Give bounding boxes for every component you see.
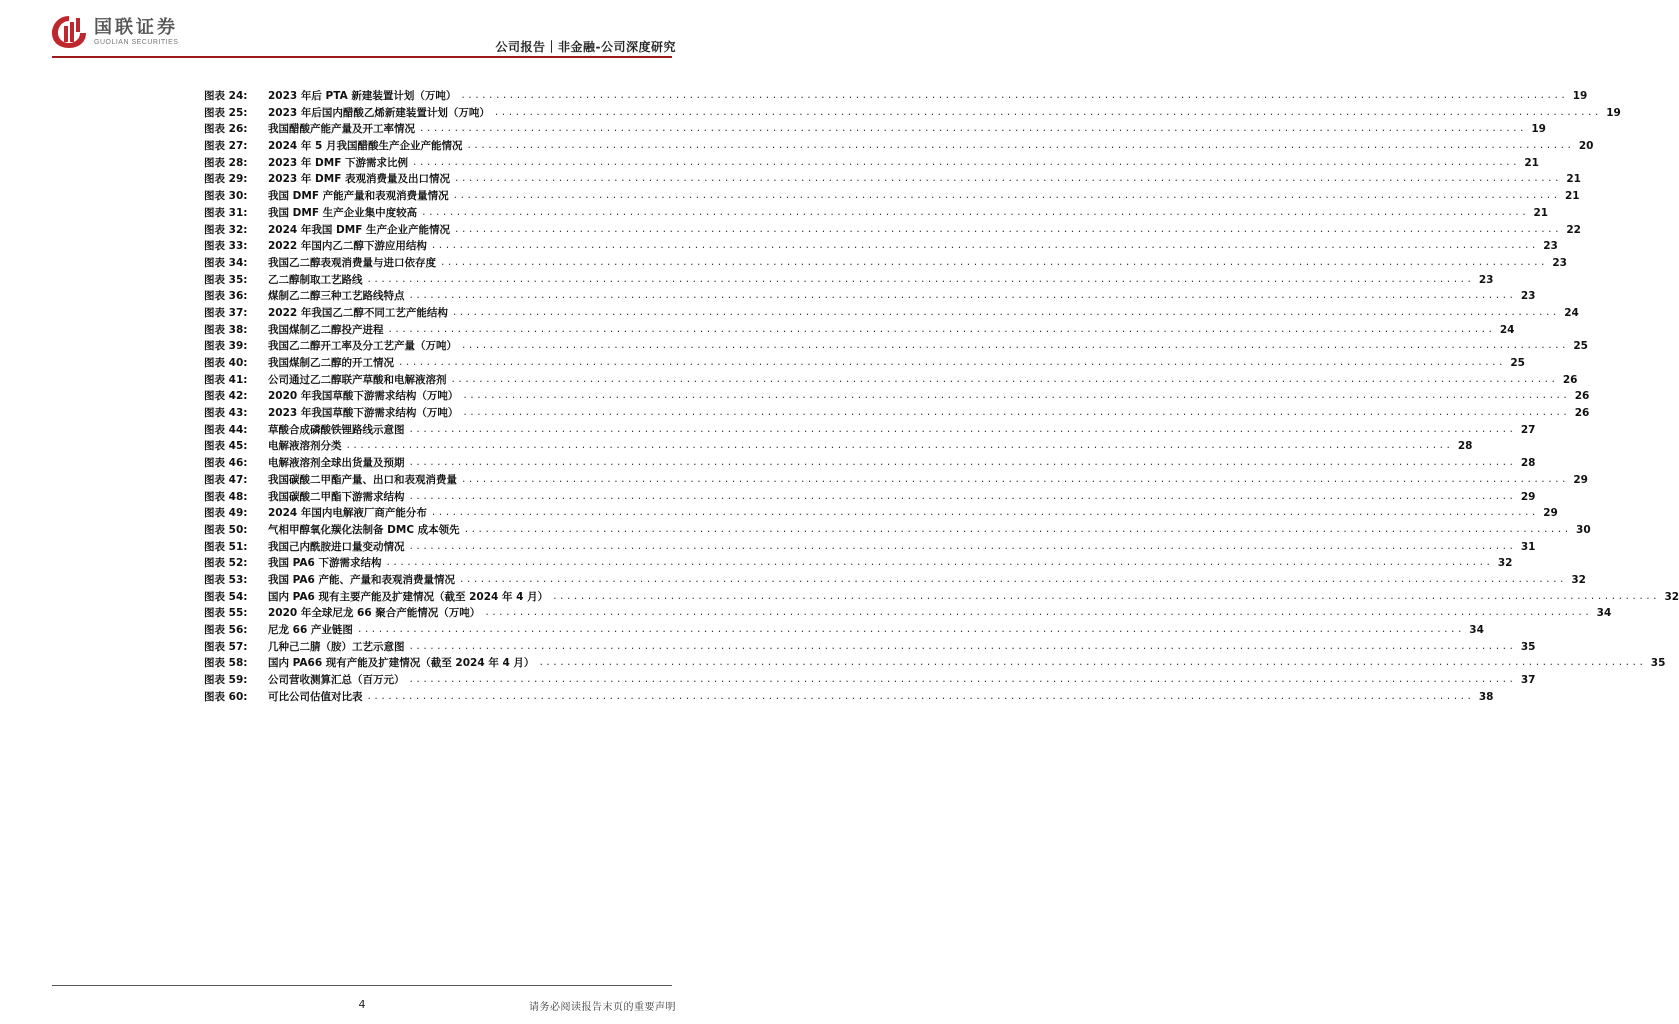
toc-leader-dots: ................................................................................................................................................................ bbox=[366, 691, 1474, 702]
toc-entry-label: 图表 24: bbox=[204, 90, 248, 102]
toc-entry[interactable] bbox=[204, 205, 1549, 222]
toc-entry-page: 26 bbox=[1562, 373, 1578, 386]
toc-entry[interactable] bbox=[204, 689, 1494, 706]
toc-entry-label: 图表 56: bbox=[204, 624, 248, 636]
toc-entry[interactable] bbox=[204, 171, 1581, 188]
toc-leader-dots: ................................................................................................................................................................ bbox=[454, 174, 1561, 185]
toc-leader-dots: ................................................................................................................................................................ bbox=[460, 91, 1568, 101]
toc-entry-label: 图表 31: bbox=[204, 206, 248, 219]
toc-entry-title: 国内 PA6 现有主要产能及扩建情况（截至 2024 年 4 月） bbox=[268, 590, 549, 603]
toc-entry-label: 图表 32: bbox=[204, 223, 248, 236]
toc-leader-dots: ................................................................................................................................................................ bbox=[440, 257, 1547, 268]
toc-leader-dots: ................................................................................................................................................................ bbox=[458, 574, 1566, 585]
toc-entry-title: 草酸合成磷酸铁锂路线示意图 bbox=[268, 423, 405, 436]
toc-entry[interactable] bbox=[204, 572, 1586, 589]
toc-leader-dots: ................................................................................................................................................................ bbox=[451, 307, 1559, 318]
toc-entry-page: 38 bbox=[1478, 690, 1494, 703]
toc-entry-title: 我国 DMF 产能产量和表观消费量情况 bbox=[268, 190, 449, 203]
toc-entry[interactable] bbox=[204, 355, 1525, 372]
toc-entry-title: 2024 年国内电解液厂商产能分布 bbox=[268, 507, 427, 520]
toc-entry-label: 图表 33: bbox=[204, 240, 248, 253]
toc-entry-page: 22 bbox=[1566, 223, 1581, 236]
toc-leader-dots: ................................................................................................................................................................ bbox=[356, 625, 1464, 635]
toc-entry[interactable] bbox=[204, 255, 1567, 272]
footer-disclaimer: 请务必阅读报告末页的重要声明 bbox=[529, 1002, 676, 1013]
logo-chinese-name: 国联证券 bbox=[94, 16, 178, 38]
toc-leader-dots: ................................................................................................................................................................ bbox=[463, 524, 1571, 535]
toc-entry-title: 2022 年我国乙二醇不同工艺产能结构 bbox=[268, 306, 448, 319]
toc-entry-label: 图表 49: bbox=[204, 507, 248, 520]
toc-entry-page: 25 bbox=[1573, 340, 1588, 353]
toc-entry-page: 26 bbox=[1574, 390, 1590, 403]
toc-entry-title: 2024 年我国 DMF 生产企业产能情况 bbox=[268, 223, 451, 236]
toc-entry-page: 34 bbox=[1469, 624, 1484, 636]
toc-entry-page: 21 bbox=[1524, 156, 1539, 169]
toc-entry[interactable] bbox=[204, 238, 1558, 255]
toc-entry-page: 29 bbox=[1543, 507, 1558, 520]
toc-entry-title: 电解液溶剂分类 bbox=[268, 440, 342, 453]
toc-leader-dots: ................................................................................................................................................................ bbox=[408, 675, 1516, 686]
toc-entry[interactable] bbox=[204, 472, 1588, 489]
toc-entry[interactable] bbox=[204, 322, 1515, 339]
toc-entry-page: 19 bbox=[1606, 106, 1621, 119]
toc-entry-title: 我国己内酰胺进口量变动情况 bbox=[268, 540, 405, 553]
toc-entry-page: 31 bbox=[1520, 540, 1536, 553]
toc-entry-title: 我国碳酸二甲酯下游需求结构 bbox=[268, 490, 405, 503]
toc-entry-page: 32 bbox=[1497, 557, 1513, 570]
toc-leader-dots: ................................................................................................................................................................ bbox=[462, 408, 1570, 419]
toc-entry-title: 2020 年全球尼龙 66 聚合产能情况（万吨） bbox=[268, 607, 481, 620]
toc-entry-page: 28 bbox=[1520, 457, 1536, 470]
toc-entry[interactable] bbox=[204, 222, 1581, 239]
toc-entry-page: 27 bbox=[1520, 423, 1536, 436]
toc-entry[interactable] bbox=[204, 505, 1558, 522]
toc-entry-page: 23 bbox=[1552, 256, 1567, 269]
toc-entry-label: 图表 34: bbox=[204, 256, 248, 269]
toc-entry-label: 图表 55: bbox=[204, 607, 248, 620]
toc-entry-page: 30 bbox=[1576, 523, 1591, 536]
toc-entry-label: 图表 39: bbox=[204, 340, 248, 353]
toc-entry-title: 煤制乙二醇三种工艺路线特点 bbox=[268, 290, 405, 303]
toc-leader-dots: ................................................................................................................................................................ bbox=[412, 157, 1519, 168]
toc-entry-label: 图表 58: bbox=[204, 657, 248, 670]
toc-entry-label: 图表 53: bbox=[204, 573, 248, 586]
toc-entry-title: 公司通过乙二醇联产草酸和电解液溶剂 bbox=[268, 373, 447, 386]
toc-leader-dots: ................................................................................................................................................................ bbox=[430, 241, 1538, 252]
toc-entry-page: 21 bbox=[1533, 206, 1549, 219]
toc-entry[interactable] bbox=[204, 455, 1536, 472]
toc-entry-label: 图表 59: bbox=[204, 674, 248, 687]
toc-entry-title: 我国 PA6 下游需求结构 bbox=[268, 557, 382, 570]
toc-leader-dots: ................................................................................................................................................................ bbox=[385, 558, 1493, 569]
toc-leader-dots: ................................................................................................................................................................ bbox=[366, 274, 1474, 285]
toc-entry-label: 图表 48: bbox=[204, 490, 248, 503]
toc-entry-page: 29 bbox=[1520, 490, 1536, 503]
toc-entry-page: 32 bbox=[1571, 573, 1586, 586]
toc-entry[interactable] bbox=[204, 88, 1588, 105]
toc-entry-label: 图表 46: bbox=[204, 457, 248, 470]
toc-entry-title: 2020 年我国草酸下游需求结构（万吨） bbox=[268, 390, 459, 403]
toc-entry-title: 气相甲醇氧化羰化法制备 DMC 成本领先 bbox=[268, 523, 460, 536]
toc-entry-page: 24 bbox=[1499, 323, 1515, 336]
toc-entry-page: 29 bbox=[1573, 473, 1588, 486]
toc-leader-dots: ................................................................................................................................................................ bbox=[387, 324, 1495, 335]
toc-entry[interactable] bbox=[204, 338, 1588, 355]
toc-entry-label: 图表 28: bbox=[204, 156, 248, 169]
toc-leader-dots: ................................................................................................................................................................ bbox=[419, 124, 1526, 135]
page-header bbox=[0, 0, 724, 60]
toc-entry-title: 国内 PA66 现有产能及扩建情况（截至 2024 年 4 月） bbox=[268, 657, 535, 670]
toc-entry-page: 32 bbox=[1664, 590, 1679, 603]
toc-entry-title: 我国煤制乙二醇的开工情况 bbox=[268, 357, 394, 369]
toc-leader-dots: ................................................................................................................................................................ bbox=[430, 508, 1538, 519]
toc-entry[interactable] bbox=[204, 272, 1494, 289]
logo-english-name: GUOLIAN SECURITIES bbox=[94, 38, 179, 46]
toc-entry-label: 图表 27: bbox=[204, 140, 248, 153]
toc-entry-label: 图表 57: bbox=[204, 640, 248, 653]
toc-leader-dots: ................................................................................................................................................................ bbox=[462, 391, 1570, 402]
toc-entry-page: 19 bbox=[1572, 90, 1588, 102]
company-logo bbox=[50, 14, 178, 50]
toc-entry-page: 21 bbox=[1564, 190, 1580, 203]
toc-entry-title: 2024 年 5 月我国醋酸生产企业产能情况 bbox=[268, 140, 463, 153]
toc-leader-dots: ................................................................................................................................................................ bbox=[408, 291, 1516, 302]
toc-leader-dots: ................................................................................................................................................................ bbox=[461, 341, 1568, 352]
toc-leader-dots: ................................................................................................................................................................ bbox=[484, 608, 1592, 619]
toc-leader-dots: ................................................................................................................................................................ bbox=[552, 591, 1660, 602]
toc-entry-page: 28 bbox=[1457, 440, 1473, 453]
toc-leader-dots: ................................................................................................................................................................ bbox=[398, 358, 1505, 368]
toc-entry-title: 2023 年 DMF 下游需求比例 bbox=[268, 156, 409, 169]
toc-entry-title: 我国乙二醇表观消费量与进口依存度 bbox=[268, 256, 436, 269]
toc-entry-title: 我国醋酸产能产量及开工率情况 bbox=[268, 123, 415, 136]
toc-entry-label: 图表 50: bbox=[204, 523, 248, 536]
toc-leader-dots: ................................................................................................................................................................ bbox=[493, 107, 1601, 118]
toc-entry-page: 34 bbox=[1596, 607, 1612, 620]
toc-entry-label: 图表 30: bbox=[204, 190, 248, 203]
toc-entry-label: 图表 38: bbox=[204, 323, 248, 336]
toc-entry-label: 图表 51: bbox=[204, 540, 248, 553]
toc-entry-label: 图表 52: bbox=[204, 557, 248, 570]
toc-entry-page: 23 bbox=[1520, 290, 1536, 303]
toc-entry[interactable] bbox=[204, 388, 1590, 405]
toc-entry-label: 图表 37: bbox=[204, 306, 248, 319]
toc-entry[interactable] bbox=[204, 422, 1536, 439]
toc-entry-title: 几种己二腈（胺）工艺示意图 bbox=[268, 640, 405, 653]
toc-entry-page: 19 bbox=[1531, 123, 1546, 136]
toc-entry[interactable] bbox=[204, 138, 1594, 155]
toc-entry-title: 乙二醇制取工艺路线 bbox=[268, 273, 363, 286]
toc-entry-title: 尼龙 66 产业链图 bbox=[268, 624, 353, 636]
toc-entry-label: 图表 44: bbox=[204, 423, 248, 436]
toc-leader-dots: ................................................................................................................................................................ bbox=[421, 207, 1529, 218]
toc-entry[interactable] bbox=[204, 622, 1484, 639]
toc-entry-label: 图表 43: bbox=[204, 407, 248, 420]
toc-entry-title: 我国碳酸二甲酯产量、出口和表观消费量 bbox=[268, 473, 457, 486]
toc-leader-dots: ................................................................................................................................................................ bbox=[408, 458, 1516, 469]
toc-entry-label: 图表 29: bbox=[204, 173, 248, 186]
toc-entry-title: 2022 年国内乙二醇下游应用结构 bbox=[268, 240, 427, 253]
toc-entry-page: 21 bbox=[1566, 173, 1581, 186]
toc-entry[interactable] bbox=[204, 589, 1679, 606]
toc-leader-dots: ................................................................................................................................................................ bbox=[408, 424, 1516, 435]
chart-index-list bbox=[204, 88, 1679, 705]
toc-entry[interactable] bbox=[204, 105, 1621, 122]
toc-leader-dots: ................................................................................................................................................................ bbox=[408, 541, 1516, 552]
toc-entry-page: 37 bbox=[1520, 674, 1536, 687]
toc-leader-dots: ................................................................................................................................................................ bbox=[452, 191, 1560, 202]
guolian-logo-icon bbox=[50, 14, 88, 50]
toc-entry[interactable] bbox=[204, 305, 1579, 322]
toc-leader-dots: ................................................................................................................................................................ bbox=[538, 658, 1646, 669]
toc-entry-page: 23 bbox=[1478, 273, 1494, 286]
toc-entry-page: 23 bbox=[1543, 240, 1558, 253]
footer-divider bbox=[52, 985, 672, 986]
toc-entry[interactable] bbox=[204, 372, 1578, 389]
toc-entry[interactable] bbox=[204, 555, 1513, 572]
toc-entry-label: 图表 25: bbox=[204, 106, 248, 119]
toc-entry-page: 35 bbox=[1520, 640, 1536, 653]
report-type: 公司报告｜非金融-公司深度研究 bbox=[495, 40, 676, 54]
toc-entry-page: 26 bbox=[1574, 407, 1590, 420]
toc-entry[interactable] bbox=[204, 655, 1666, 672]
toc-entry-page: 35 bbox=[1650, 657, 1666, 670]
toc-entry-page: 20 bbox=[1578, 140, 1594, 153]
toc-entry-title: 2023 年 DMF 表观消费量及出口情况 bbox=[268, 173, 451, 186]
toc-entry-title: 公司营收测算汇总（百万元） bbox=[268, 674, 405, 687]
toc-entry-title: 我国煤制乙二醇投产进程 bbox=[268, 323, 384, 336]
toc-entry[interactable] bbox=[204, 539, 1536, 556]
toc-entry[interactable] bbox=[204, 522, 1591, 539]
toc-leader-dots: ................................................................................................................................................................ bbox=[466, 141, 1574, 152]
header-divider bbox=[52, 56, 672, 58]
page-number: 4 bbox=[358, 998, 366, 1011]
toc-entry-title: 我国 PA6 产能、产量和表观消费量情况 bbox=[268, 573, 455, 586]
toc-entry-label: 图表 40: bbox=[204, 357, 248, 369]
toc-entry-label: 图表 54: bbox=[204, 590, 248, 603]
toc-leader-dots: ................................................................................................................................................................ bbox=[454, 224, 1561, 235]
toc-entry-label: 图表 36: bbox=[204, 290, 248, 303]
toc-entry[interactable] bbox=[204, 288, 1536, 305]
toc-entry-label: 图表 45: bbox=[204, 440, 248, 453]
toc-entry-title: 我国乙二醇开工率及分工艺产量（万吨） bbox=[268, 340, 457, 353]
toc-entry[interactable] bbox=[204, 155, 1539, 172]
toc-entry-title: 电解液溶剂全球出货量及预期 bbox=[268, 457, 405, 470]
toc-entry[interactable] bbox=[204, 121, 1546, 138]
toc-leader-dots: ................................................................................................................................................................ bbox=[450, 374, 1558, 385]
toc-entry[interactable] bbox=[204, 672, 1536, 689]
toc-leader-dots: ................................................................................................................................................................ bbox=[461, 474, 1568, 485]
toc-entry[interactable] bbox=[204, 188, 1580, 205]
toc-entry-label: 图表 42: bbox=[204, 390, 248, 403]
toc-entry-title: 2023 年后国内醋酸乙烯新建装置计划（万吨） bbox=[268, 106, 490, 119]
toc-entry-title: 2023 年后 PTA 新建装置计划（万吨） bbox=[268, 90, 457, 102]
toc-entry-page: 25 bbox=[1510, 357, 1525, 369]
toc-entry-title: 2023 年我国草酸下游需求结构（万吨） bbox=[268, 407, 459, 420]
toc-entry[interactable] bbox=[204, 605, 1612, 622]
toc-leader-dots: ................................................................................................................................................................ bbox=[408, 641, 1516, 652]
toc-entry-title: 可比公司估值对比表 bbox=[268, 690, 363, 703]
toc-leader-dots: ................................................................................................................................................................ bbox=[345, 441, 1453, 452]
toc-entry[interactable] bbox=[204, 639, 1536, 656]
toc-entry-title: 我国 DMF 生产企业集中度较高 bbox=[268, 206, 418, 219]
toc-entry-label: 图表 60: bbox=[204, 690, 248, 703]
toc-entry[interactable] bbox=[204, 438, 1473, 455]
toc-leader-dots: ................................................................................................................................................................ bbox=[408, 491, 1516, 502]
toc-entry-label: 图表 35: bbox=[204, 273, 248, 286]
toc-entry-label: 图表 47: bbox=[204, 473, 248, 486]
toc-entry-label: 图表 41: bbox=[204, 373, 248, 386]
toc-entry-page: 24 bbox=[1564, 306, 1579, 319]
toc-entry[interactable] bbox=[204, 405, 1590, 422]
toc-entry[interactable] bbox=[204, 489, 1536, 506]
toc-entry-label: 图表 26: bbox=[204, 123, 248, 136]
